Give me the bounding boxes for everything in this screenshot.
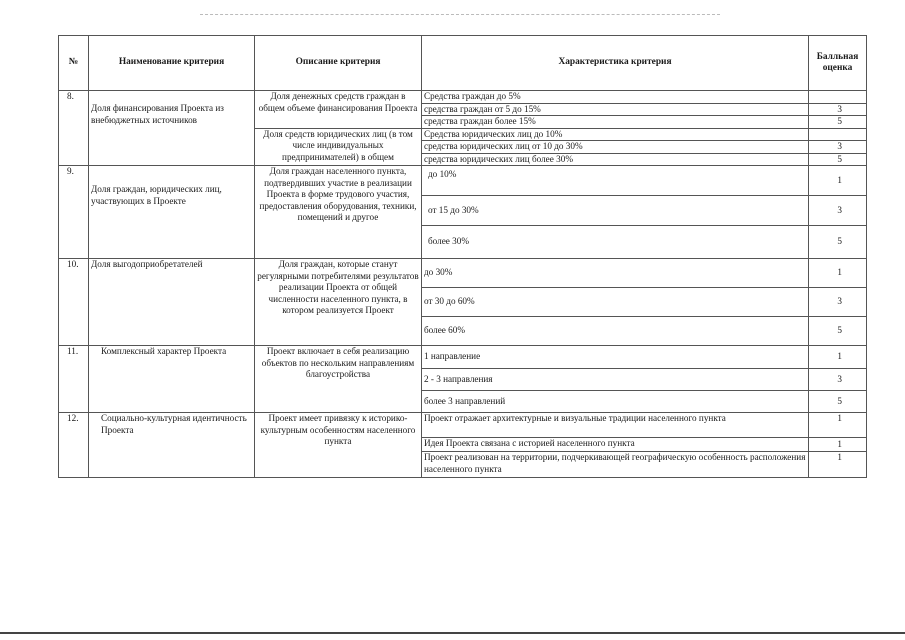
criterion-name: Комплексный характер Проекта (89, 346, 255, 413)
page-bottom-border (0, 632, 905, 634)
criterion-description: Проект имеет привязку к историко-культурным особенностям населенного пункта (255, 413, 422, 478)
characteristic: 1 направление (422, 346, 809, 369)
score: 3 (809, 141, 867, 154)
header-score: Балльная оценка (809, 36, 867, 91)
score: 5 (809, 153, 867, 166)
criterion-name: Социально-культурная идентичность Проекта (89, 413, 255, 478)
score: 3 (809, 288, 867, 317)
characteristic: Проект реализован на территории, подчеркивающей географическую особенность расположения населенного пункта (422, 452, 809, 478)
characteristic: более 3 направлений (422, 391, 809, 413)
characteristic: Средства юридических лиц до 10% (422, 128, 809, 141)
header-num: № (59, 36, 89, 91)
criteria-table (58, 35, 867, 478)
score: 5 (809, 226, 867, 259)
score: 1 (809, 452, 867, 478)
criterion-description: Доля граждан населенного пункта, подтвердивших участие в реализации Проекта в форме трудового участия, предоставления оборудования, техники, помещений и другое (255, 166, 422, 259)
characteristic: Проект отражает архитектурные и визуальные традиции населенного пункта (422, 413, 809, 438)
characteristic: Средства граждан до 5% (422, 91, 809, 104)
header-row (59, 36, 867, 91)
score: 3 (809, 369, 867, 391)
score: 5 (809, 317, 867, 346)
score: 5 (809, 391, 867, 413)
criterion-description: Доля денежных средств граждан в общем объеме финансирования Проекта (255, 91, 422, 129)
criterion-name: Доля выгодоприобретателей (89, 259, 255, 346)
characteristic: 2 - 3 направления (422, 369, 809, 391)
criterion-name: Доля финансирования Проекта из внебюджетных источников (89, 91, 255, 166)
row-number: 11. (59, 346, 89, 413)
characteristic: более 60% (422, 317, 809, 346)
criterion-description: Доля средств юридических лиц (в том числе индивидуальных предпринимателей) в общем (255, 128, 422, 166)
characteristic: от 15 до 30% (422, 196, 809, 226)
characteristic: средства граждан более 15% (422, 116, 809, 129)
score: 1 (809, 438, 867, 452)
table-row (59, 259, 867, 288)
scan-artifact-line (200, 14, 720, 15)
table-row (59, 91, 867, 104)
characteristic: средства юридических лиц от 10 до 30% (422, 141, 809, 154)
score: 1 (809, 166, 867, 196)
row-number: 8. (59, 91, 89, 166)
row-number: 12. (59, 413, 89, 478)
criterion-description: Доля граждан, которые станут регулярными потребителями результатов реализации Проекта от общей численности населенного пункта, в котором реализуется Проект (255, 259, 422, 346)
characteristic: до 30% (422, 259, 809, 288)
characteristic: Идея Проекта связана с историей населенного пункта (422, 438, 809, 452)
score: 5 (809, 116, 867, 129)
score (809, 128, 867, 141)
score: 1 (809, 413, 867, 438)
score: 3 (809, 196, 867, 226)
characteristic: от 30 до 60% (422, 288, 809, 317)
row-number: 9. (59, 166, 89, 259)
characteristic: до 10% (422, 166, 809, 196)
row-number: 10. (59, 259, 89, 346)
header-description: Описание критерия (255, 36, 422, 91)
score: 1 (809, 346, 867, 369)
characteristic: средства граждан от 5 до 15% (422, 103, 809, 116)
header-name: Наименование критерия (89, 36, 255, 91)
table-row (59, 346, 867, 369)
criterion-name: Доля граждан, юридических лиц, участвующих в Проекте (89, 166, 255, 259)
criterion-description: Проект включает в себя реализацию объектов по нескольким направлениям благоустройства (255, 346, 422, 413)
score (809, 91, 867, 104)
header-characteristic: Характеристика критерия (422, 36, 809, 91)
score: 3 (809, 103, 867, 116)
table-row (59, 166, 867, 196)
table-row (59, 413, 867, 438)
score: 1 (809, 259, 867, 288)
characteristic: более 30% (422, 226, 809, 259)
characteristic: средства юридических лиц более 30% (422, 153, 809, 166)
